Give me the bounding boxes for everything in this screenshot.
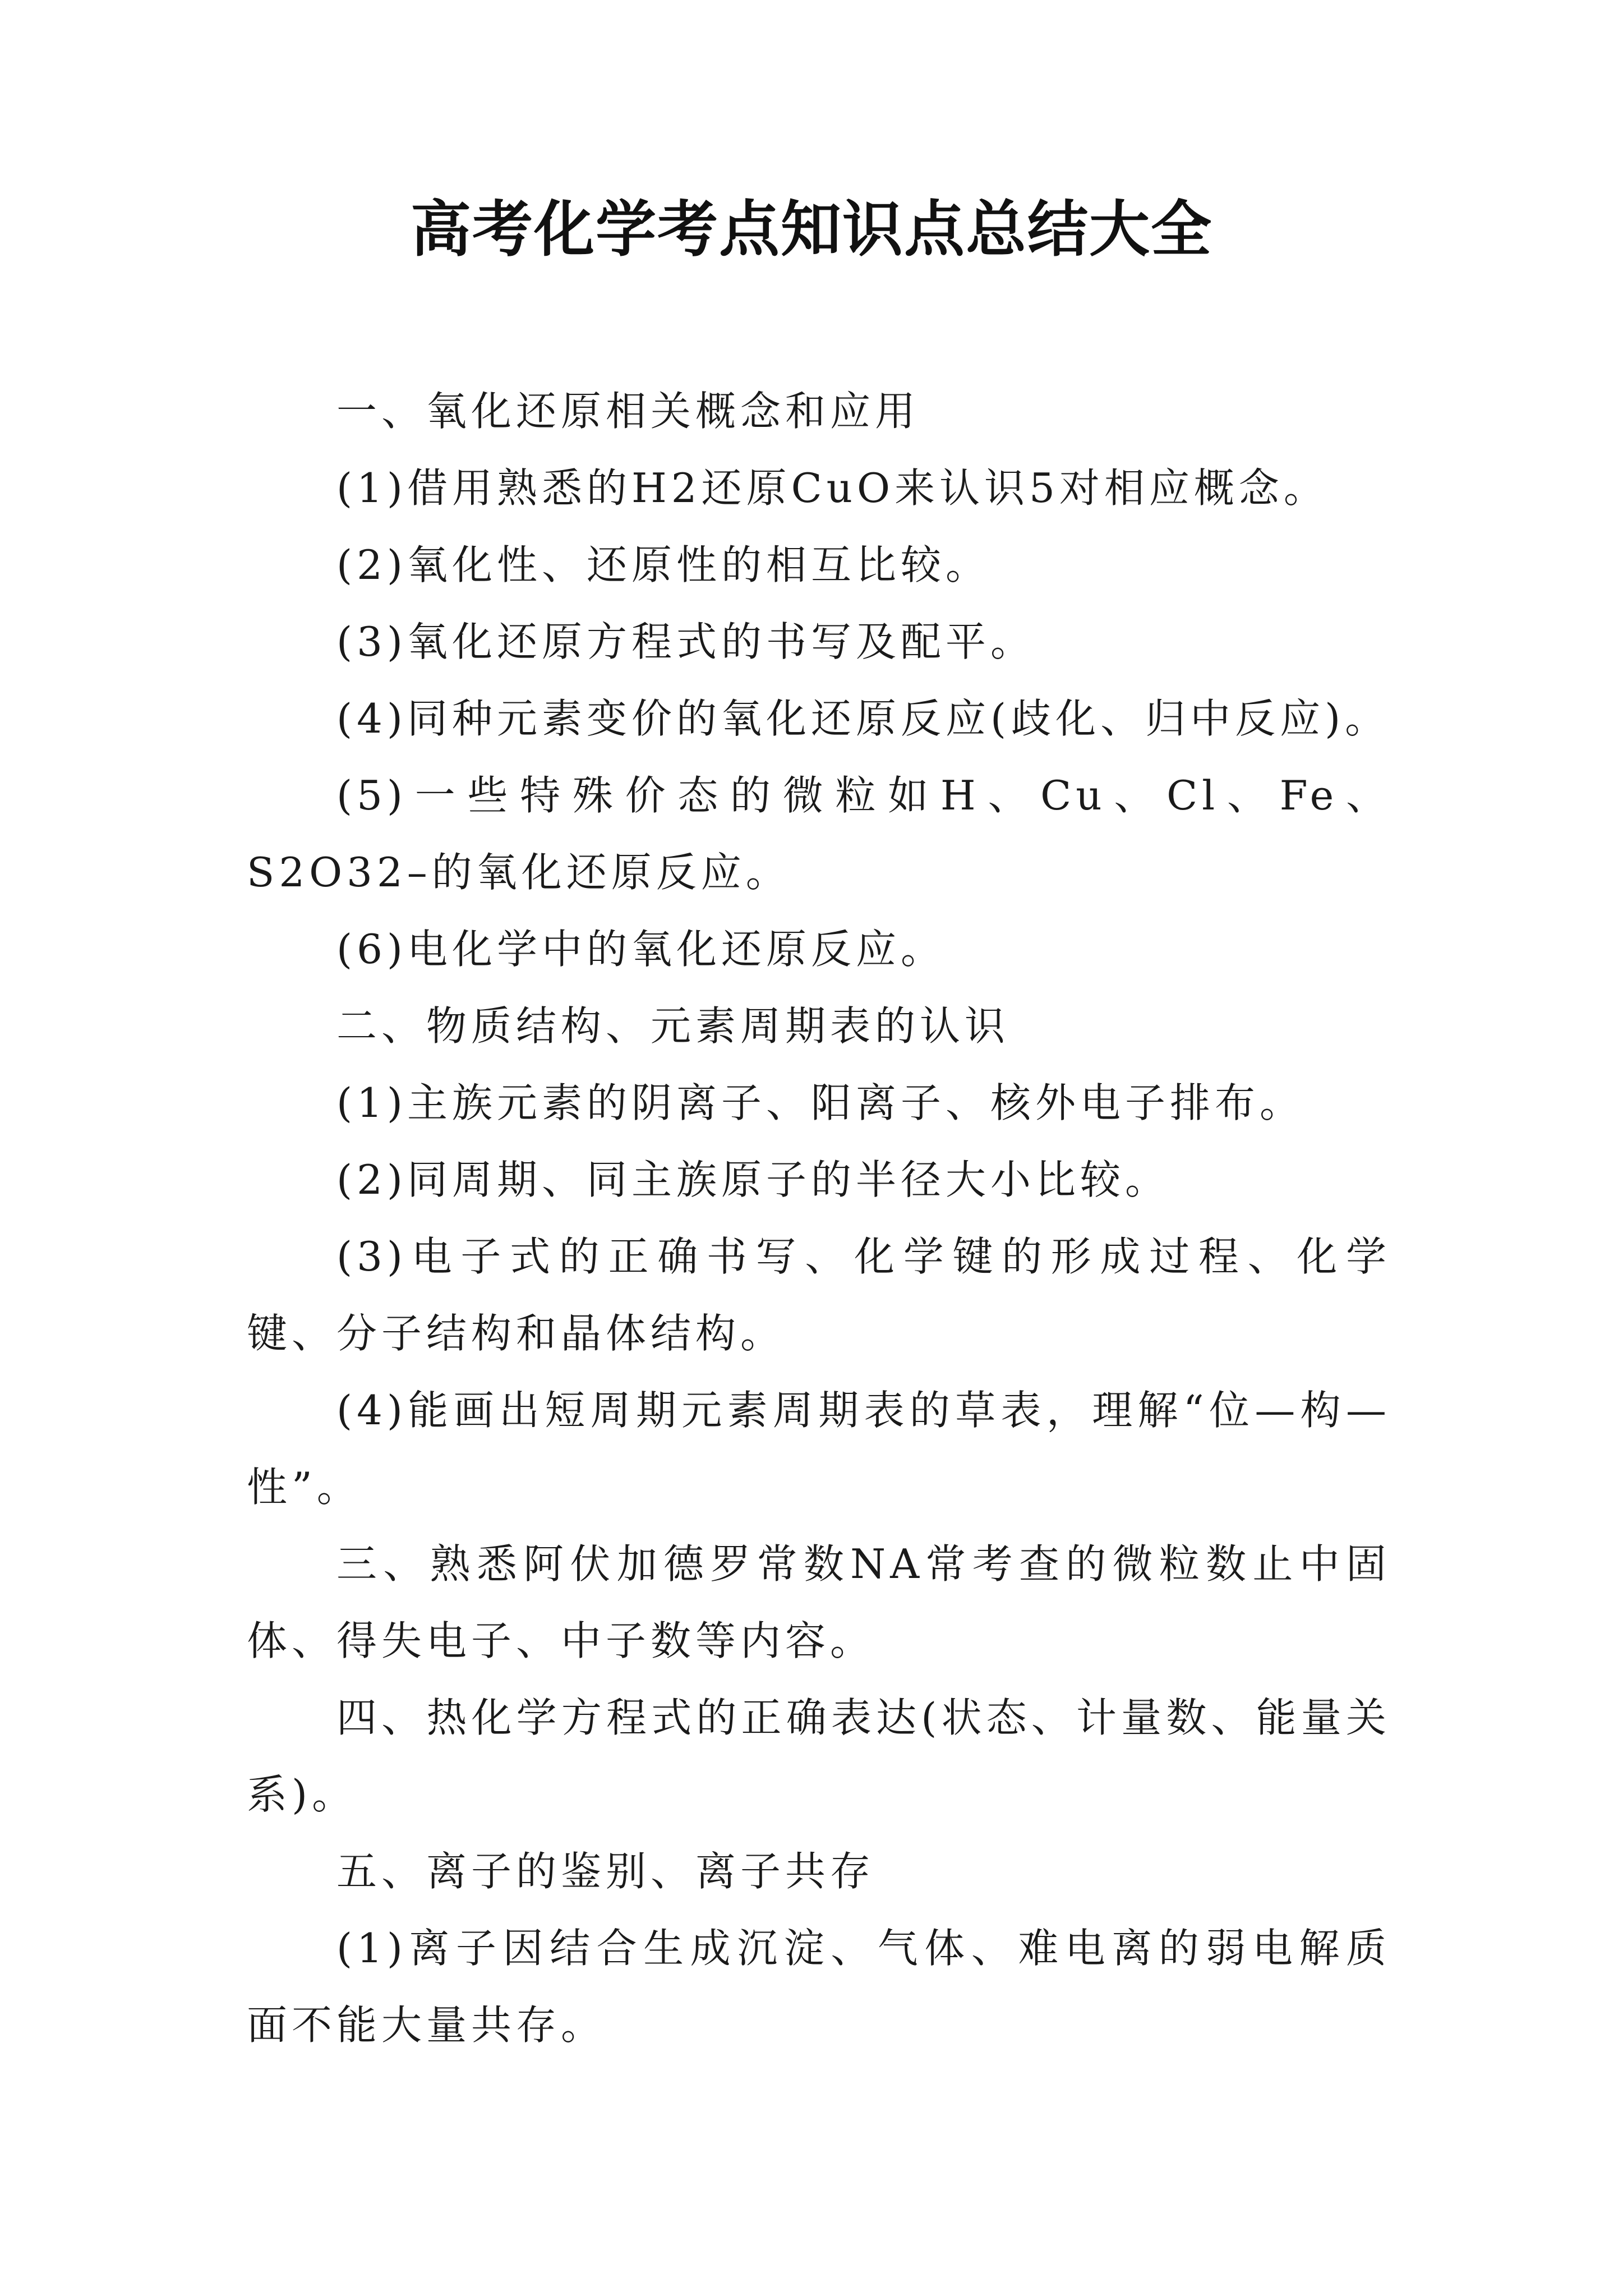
paragraph-item: (5)一些特殊价态的微粒如H、Cu、Cl、Fe、S2O32–的氧化还原反应。 [247,772,1391,896]
paragraph-item: (4)同种元素变价的氧化还原反应(歧化、归中反应)。 [336,695,1390,742]
paragraph-item: (2)氧化性、还原性的相互比较。 [336,541,990,588]
paragraph-item: (3)电子式的正确书写、化学键的形成过程、化学键、分子结构和晶体结构。 [247,1233,1391,1357]
document-title: 高考化学考点知识点总结大全 [410,195,1212,265]
paragraph-item: (2)同周期、同主族原子的半径大小比较。 [336,1156,1170,1203]
paragraph-item: (6)电化学中的氧化还原反应。 [336,926,946,973]
section-heading-structure: 二、物质结构、元素周期表的认识 [336,1002,1010,1050]
paragraph-item: (1)离子因结合生成沉淀、气体、难电离的弱电解质面不能大量共存。 [247,1925,1391,2049]
section-heading-redox: 一、氧化还原相关概念和应用 [336,388,920,435]
section-heading-avogadro: 三、熟悉阿伏加德罗常数NA常考查的微粒数止中固体、得失电子、中子数等内容。 [247,1540,1391,1664]
section-heading-ions: 五、离子的鉴别、离子共存 [336,1848,875,1895]
paragraph-item: (1)主族元素的阴离子、阳离子、核外电子排布。 [336,1079,1304,1126]
paragraph-item: (1)借用熟悉的H2还原CuO来认识5对相应概念。 [336,464,1329,512]
section-heading-thermochemistry: 四、热化学方程式的正确表达(状态、计量数、能量关系)。 [247,1694,1391,1818]
document-body [247,373,1391,2064]
paragraph-item: (4)能画出短周期元素周期表的草表，理解“位—构—性”。 [247,1387,1391,1511]
paragraph-item: (3)氧化还原方程式的书写及配平。 [336,618,1035,665]
